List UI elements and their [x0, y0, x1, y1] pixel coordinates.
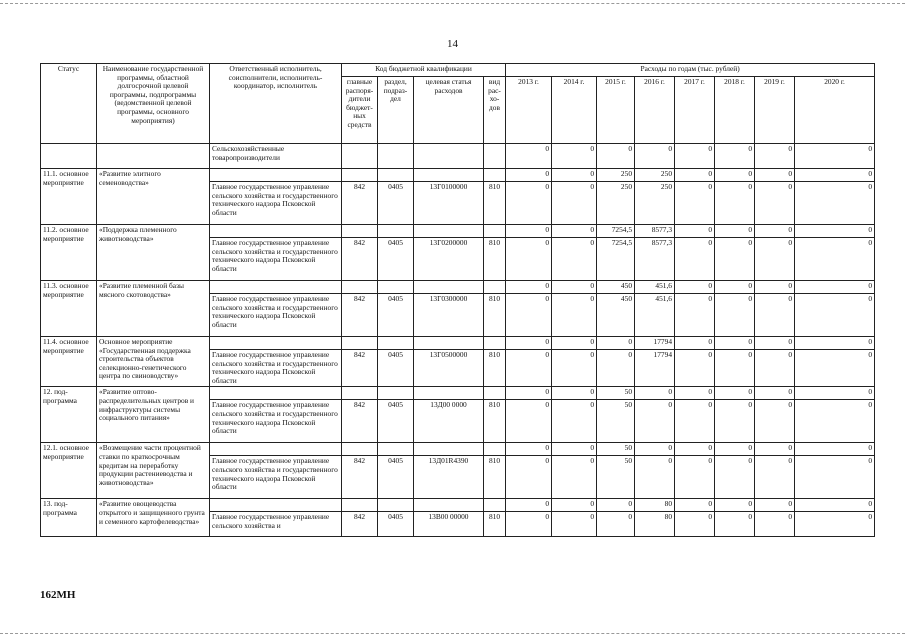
value-cell: 0 — [506, 387, 552, 400]
value-cell: 0 — [755, 512, 795, 537]
grbs-cell: 842 — [342, 182, 378, 225]
vid-cell: 810 — [484, 182, 506, 225]
group-total-row — [41, 499, 875, 512]
value-cell: 0 — [506, 182, 552, 225]
value-cell: 0 — [552, 294, 597, 337]
target-cell: 13Г0200000 — [414, 238, 484, 281]
value-cell: 0 — [715, 294, 755, 337]
group-total-row — [41, 281, 875, 294]
top-scan-edge — [0, 3, 905, 5]
value-cell: 0 — [795, 144, 875, 169]
group-total-row — [41, 443, 875, 456]
status-cell: 13. под-программа — [41, 499, 97, 537]
target-cell: 13В00 00000 — [414, 512, 484, 537]
value-cell: 0 — [675, 499, 715, 512]
value-cell: 0 — [795, 456, 875, 499]
value-cell: 0 — [675, 169, 715, 182]
value-cell: 0 — [552, 337, 597, 350]
value-cell: 0 — [635, 144, 675, 169]
value-cell: 0 — [506, 512, 552, 537]
header-grbs: главные распоря-дители бюджет-ных средств — [342, 77, 378, 144]
value-cell: 0 — [795, 400, 875, 443]
target-cell: 13Г0500000 — [414, 350, 484, 387]
target-cell: 13Г0300000 — [414, 294, 484, 337]
vid-cell: 810 — [484, 238, 506, 281]
value-cell: 0 — [552, 144, 597, 169]
grbs-cell: 842 — [342, 512, 378, 537]
value-cell: 0 — [597, 337, 635, 350]
value-cell: 80 — [635, 512, 675, 537]
value-cell: 0 — [552, 169, 597, 182]
value-cell: 450 — [597, 294, 635, 337]
value-cell: 0 — [715, 387, 755, 400]
vid-cell: 810 — [484, 294, 506, 337]
group-total-row — [41, 387, 875, 400]
value-cell: 0 — [597, 144, 635, 169]
value-cell: 0 — [506, 281, 552, 294]
value-cell: 0 — [795, 238, 875, 281]
value-cell: 0 — [755, 169, 795, 182]
header-expenses: Расходы по годам (тыс. рублей) — [506, 64, 875, 77]
executor-cell: Главное государственное управление сельского хозяйства и государственного технического надзора Псковской области — [210, 294, 342, 337]
header-year: 2019 г. — [755, 77, 795, 144]
value-cell: 0 — [755, 443, 795, 456]
value-cell: 0 — [552, 512, 597, 537]
value-cell: 0 — [552, 499, 597, 512]
value-cell: 0 — [506, 499, 552, 512]
value-cell: 0 — [795, 294, 875, 337]
value-cell: 0 — [552, 456, 597, 499]
value-cell: 0 — [715, 169, 755, 182]
value-cell: 0 — [506, 169, 552, 182]
grbs-cell: 842 — [342, 294, 378, 337]
value-cell: 0 — [597, 350, 635, 387]
value-cell: 0 — [715, 238, 755, 281]
value-cell: 0 — [755, 456, 795, 499]
value-cell: 17794 — [635, 350, 675, 387]
bottom-scan-edge — [0, 633, 905, 635]
executor-cell: Главное государственное управление сельского хозяйства и государственного технического надзора Псковской области — [210, 238, 342, 281]
value-cell: 0 — [755, 225, 795, 238]
name-cell: Основное мероприятие «Государственная поддержка строительства объектов селекционно-генетического центра по свиноводству» — [97, 337, 210, 387]
section-cell: 0405 — [378, 238, 414, 281]
header-year: 2014 г. — [552, 77, 597, 144]
vid-cell: 810 — [484, 400, 506, 443]
group-total-row — [41, 337, 875, 350]
value-cell: 0 — [552, 182, 597, 225]
header-target-article: целевая статья расходов — [414, 77, 484, 144]
value-cell: 0 — [755, 238, 795, 281]
header-executor: Ответственный исполнитель, соисполнители, исполнитель-координатор, исполнитель — [210, 64, 342, 144]
value-cell: 0 — [552, 350, 597, 387]
status-cell: 11.2. основное мероприятие — [41, 225, 97, 281]
target-cell: 13Г0100000 — [414, 182, 484, 225]
value-cell: 0 — [755, 281, 795, 294]
value-cell: 451,6 — [635, 294, 675, 337]
value-cell: 0 — [552, 281, 597, 294]
name-cell: «Развитие оптово-распределительных центров и инфраструктуры системы социального питания» — [97, 387, 210, 443]
value-cell: 7254,5 — [597, 225, 635, 238]
table-row — [41, 144, 875, 169]
value-cell: 0 — [795, 281, 875, 294]
header-year: 2020 г. — [795, 77, 875, 144]
status-cell: 11.3. основное мероприятие — [41, 281, 97, 337]
value-cell: 0 — [795, 169, 875, 182]
name-cell: «Поддержка племенного животноводства» — [97, 225, 210, 281]
value-cell: 0 — [715, 281, 755, 294]
grbs-cell: 842 — [342, 456, 378, 499]
section-cell: 0405 — [378, 400, 414, 443]
value-cell: 0 — [795, 337, 875, 350]
value-cell: 0 — [675, 225, 715, 238]
vid-cell: 810 — [484, 512, 506, 537]
value-cell: 0 — [552, 387, 597, 400]
name-cell: «Возмещение части процентной ставки по краткосрочным кредитам на переработку продукции растениеводства и животноводства» — [97, 443, 210, 499]
name-cell: «Развитие племенной базы мясного скотоводства» — [97, 281, 210, 337]
value-cell: 0 — [597, 512, 635, 537]
value-cell: 0 — [552, 443, 597, 456]
value-cell: 0 — [506, 443, 552, 456]
grbs-cell: 842 — [342, 350, 378, 387]
value-cell: 0 — [755, 499, 795, 512]
budget-expenses-table — [40, 63, 875, 537]
value-cell: 0 — [675, 337, 715, 350]
value-cell: 0 — [675, 443, 715, 456]
value-cell: 50 — [597, 400, 635, 443]
executor-cell: Главное государственное управление сельского хозяйства и государственного технического надзора Псковской области — [210, 400, 342, 443]
status-cell: 12. под-программа — [41, 387, 97, 443]
value-cell: 0 — [675, 294, 715, 337]
value-cell: 450 — [597, 281, 635, 294]
value-cell: 0 — [597, 499, 635, 512]
value-cell: 8577,3 — [635, 238, 675, 281]
executor-cell: Главное государственное управление сельского хозяйства и государственного технического надзора Псковской области — [210, 350, 342, 387]
value-cell: 50 — [597, 443, 635, 456]
status-cell: 11.1. основное мероприятие — [41, 169, 97, 225]
header-expense-type: вид рас-хо-дов — [484, 77, 506, 144]
value-cell: 0 — [506, 350, 552, 387]
value-cell: 0 — [755, 350, 795, 387]
header-year: 2013 г. — [506, 77, 552, 144]
value-cell: 0 — [715, 400, 755, 443]
vid-cell: 810 — [484, 350, 506, 387]
value-cell: 0 — [635, 456, 675, 499]
executor-cell: Главное государственное управление сельского хозяйства и государственного технического надзора Псковской области — [210, 456, 342, 499]
value-cell: 7254,5 — [597, 238, 635, 281]
value-cell: 0 — [795, 387, 875, 400]
value-cell: 0 — [715, 350, 755, 387]
table-body — [41, 144, 875, 537]
header-year: 2017 г. — [675, 77, 715, 144]
value-cell: 8577,3 — [635, 225, 675, 238]
value-cell: 0 — [755, 400, 795, 443]
value-cell: 0 — [675, 238, 715, 281]
value-cell: 0 — [795, 512, 875, 537]
value-cell: 0 — [795, 350, 875, 387]
value-cell: 0 — [755, 144, 795, 169]
value-cell: 0 — [506, 337, 552, 350]
header-year: 2015 г. — [597, 77, 635, 144]
value-cell: 0 — [795, 225, 875, 238]
value-cell: 0 — [506, 225, 552, 238]
value-cell: 0 — [635, 387, 675, 400]
value-cell: 0 — [715, 182, 755, 225]
section-cell: 0405 — [378, 294, 414, 337]
value-cell: 250 — [635, 182, 675, 225]
target-cell: 13Д01R4390 — [414, 456, 484, 499]
group-total-row — [41, 169, 875, 182]
grbs-cell: 842 — [342, 400, 378, 443]
section-cell: 0405 — [378, 182, 414, 225]
vid-cell: 810 — [484, 456, 506, 499]
section-cell: 0405 — [378, 456, 414, 499]
value-cell: 0 — [552, 225, 597, 238]
value-cell: 50 — [597, 387, 635, 400]
value-cell: 0 — [715, 337, 755, 350]
executor-cell: Сельскохозяйственные товаропроизводители — [210, 144, 342, 169]
header-program-name: Наименование государственной программы, областной долгосрочной целевой программы, подпрограммы (ведомственной целевой программы, основного мероприятия) — [97, 64, 210, 144]
value-cell: 0 — [675, 387, 715, 400]
value-cell: 0 — [715, 499, 755, 512]
document-code: 162МН — [40, 589, 76, 601]
value-cell: 0 — [675, 400, 715, 443]
value-cell: 0 — [755, 294, 795, 337]
group-total-row — [41, 225, 875, 238]
value-cell: 0 — [715, 443, 755, 456]
value-cell: 0 — [675, 144, 715, 169]
header-status: Статус — [41, 64, 97, 144]
value-cell: 0 — [506, 400, 552, 443]
header-year: 2016 г. — [635, 77, 675, 144]
value-cell: 0 — [506, 144, 552, 169]
page-number: 14 — [447, 38, 458, 50]
value-cell: 0 — [715, 512, 755, 537]
value-cell: 0 — [795, 182, 875, 225]
grbs-cell: 842 — [342, 238, 378, 281]
value-cell: 0 — [506, 294, 552, 337]
value-cell: 0 — [675, 456, 715, 499]
value-cell: 0 — [755, 387, 795, 400]
value-cell: 0 — [755, 182, 795, 225]
value-cell: 80 — [635, 499, 675, 512]
value-cell: 0 — [675, 512, 715, 537]
value-cell: 0 — [635, 443, 675, 456]
executor-cell: Главное государственное управление сельского хозяйства и — [210, 512, 342, 537]
header-section: раздел, подраз-дел — [378, 77, 414, 144]
executor-cell: Главное государственное управление сельского хозяйства и государственного технического надзора Псковской области — [210, 182, 342, 225]
header-budget-code: Код бюджетной квалификации — [342, 64, 506, 77]
value-cell: 0 — [506, 238, 552, 281]
name-cell — [97, 144, 210, 169]
value-cell: 0 — [635, 400, 675, 443]
value-cell: 0 — [675, 182, 715, 225]
value-cell: 451,6 — [635, 281, 675, 294]
value-cell: 250 — [597, 182, 635, 225]
header-year: 2018 г. — [715, 77, 755, 144]
name-cell: «Развитие овощеводства открытого и защищенного грунта и семенного картофелеводства» — [97, 499, 210, 537]
status-cell: 11.4. основное мероприятие — [41, 337, 97, 387]
value-cell: 0 — [506, 456, 552, 499]
value-cell: 0 — [715, 456, 755, 499]
status-cell — [41, 144, 97, 169]
value-cell: 0 — [552, 400, 597, 443]
value-cell: 0 — [715, 225, 755, 238]
value-cell: 0 — [795, 499, 875, 512]
value-cell: 250 — [597, 169, 635, 182]
name-cell: «Развитие элитного семеноводства» — [97, 169, 210, 225]
value-cell: 0 — [675, 281, 715, 294]
value-cell: 17794 — [635, 337, 675, 350]
value-cell: 0 — [795, 443, 875, 456]
value-cell: 50 — [597, 456, 635, 499]
target-cell: 13Д00 0000 — [414, 400, 484, 443]
value-cell: 0 — [755, 337, 795, 350]
section-cell: 0405 — [378, 512, 414, 537]
value-cell: 0 — [675, 350, 715, 387]
value-cell: 0 — [715, 144, 755, 169]
value-cell: 250 — [635, 169, 675, 182]
value-cell: 0 — [552, 238, 597, 281]
status-cell: 12.1. основное мероприятие — [41, 443, 97, 499]
section-cell: 0405 — [378, 350, 414, 387]
